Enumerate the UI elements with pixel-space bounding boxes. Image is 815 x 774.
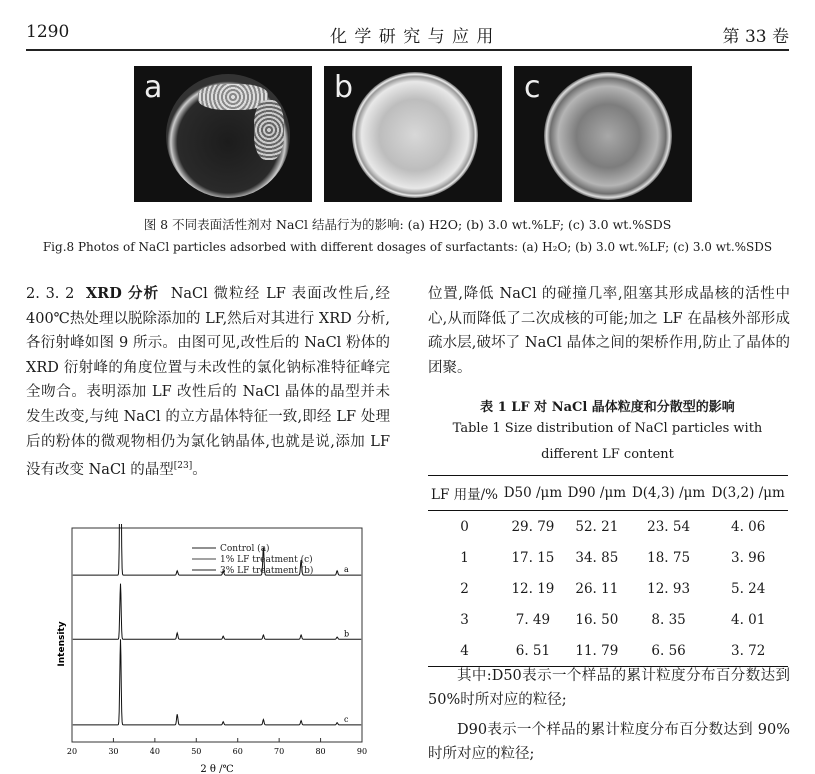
x-axis-label: 2 θ /℃ xyxy=(200,764,234,774)
series-label-b: b xyxy=(344,629,350,639)
x-tick-label: 30 xyxy=(108,747,119,756)
table1-title-en-1: Table 1 Size distribution of NaCl particles with xyxy=(452,421,763,436)
figure8-caption-cn: 图 8 不同表面活性剂对 NaCl 结晶行为的影响: (a) H2O; (b) 3.0 wt.%LF; (c) 3.0 wt.%SDS xyxy=(143,217,672,232)
table1-title-cn: 表 1 LF 对 NaCl 晶体粒度和分散型的影响 xyxy=(480,400,735,415)
x-tick-label: 90 xyxy=(356,747,368,756)
journal-title: 化 学 研 究 与 应 用 xyxy=(330,27,495,47)
legend-entry-a: Control (a) xyxy=(220,544,270,554)
x-tick-label: 70 xyxy=(274,747,285,756)
x-tick-label: 50 xyxy=(191,747,202,756)
panel-label-c: c xyxy=(524,70,541,105)
section-heading: XRD 分析 xyxy=(85,285,160,302)
header-rule xyxy=(26,49,789,51)
photo-panel-b xyxy=(324,66,502,202)
photo-panel-a xyxy=(134,66,312,202)
table-row: 4 6. 51 11. 79 6. 56 3. 72 xyxy=(428,635,788,667)
table-header-row xyxy=(428,476,788,511)
figure8-caption-en: Fig.8 Photos of NaCl particles adsorbed with different dosages of surfactants: (a) H₂O; (b) 3.0 wt.%LF; (c) 3.0 wt.%SDS xyxy=(42,240,773,254)
x-tick-label: 40 xyxy=(149,747,160,756)
table-row: 3 7. 49 16. 50 8. 35 4. 01 xyxy=(460,611,766,628)
volume-label: 第 33 卷 xyxy=(722,27,789,47)
series-line-b xyxy=(73,584,361,640)
right-column-text: 位置,降低 NaCl 的碰撞几率,阻塞其形成晶核的活性中心,从而降低了二次成核的可能;加之 LF 在晶核外部形成疏水层,破坏了 NaCl 晶体之间的架桥作用,防止了晶体的团聚。 xyxy=(428,286,790,376)
section-2-3-2: 2. 3. 2 XRD 分析 NaCl 微粒经 LF 表面改性后,经 400℃热处理以脱除添加的 LF,然后对其进行 XRD 分析,各衍射峰如图 9 所示。由图可见,改性后的 NaCl 粉体的 XRD 衍射峰的角度位置与未改性的氯化钠标准特征峰完全吻合。表明添加 LF 改性后的 NaCl 晶体的晶型并未发生改变,与纯 NaCl 的立方晶体特征一致,即经 LF 处理后的粉体的微观物相仍为氯化钠晶体,也就是说,添加 LF 没有改变 NaCl 的晶型[23]。 xyxy=(26,285,391,478)
legend-entry-c: 1% LF treatment (c) xyxy=(220,555,313,565)
col-header: D(3,2) /μm xyxy=(708,476,788,511)
table1-title-en-2: different LF content xyxy=(541,447,674,462)
series-line-a xyxy=(73,524,361,575)
page-number: 1290 xyxy=(26,22,70,42)
table-row: 2 12. 19 26. 11 12. 93 5. 24 xyxy=(460,580,766,597)
series-line-c xyxy=(73,639,361,725)
x-tick-label: 60 xyxy=(232,747,243,756)
xrd-chart xyxy=(56,524,376,774)
col-header: D(4,3) /μm xyxy=(629,476,709,511)
plot-frame xyxy=(72,528,362,742)
note-d50: 其中:D50表示一个样品的累计粒度分布百分数达到 50%时所对应的粒径; xyxy=(428,668,790,708)
panel-label-b: b xyxy=(334,70,354,105)
section-body: NaCl 微粒经 LF 表面改性后,经 400℃热处理以脱除添加的 LF,然后对其进行 XRD 分析,各衍射峰如图 9 所示。由图可见,改性后的 NaCl 粉体的 XRD 衍射峰的角度位置与未改性的氯化钠标准特征峰完全吻合。表明添加 LF 改性后的 NaCl 晶体的晶型并未发生改变,与纯 NaCl 的立方晶体特征一致,即经 LF 处理后的粉体的微观物相仍为氯化钠晶体,也就是说,添加 LF 没有改变 NaCl 的晶型 xyxy=(26,286,391,478)
legend-entry-b: 3% LF treatment (b) xyxy=(220,566,314,576)
photo-panel-c xyxy=(514,66,692,202)
col-header: D50 /μm xyxy=(501,476,565,511)
y-axis-label: Intensity xyxy=(57,621,67,667)
table1 xyxy=(428,475,788,667)
col-header: D90 /μm xyxy=(565,476,629,511)
table-row: 1 17. 15 34. 85 18. 75 3. 96 xyxy=(460,549,766,566)
x-tick-label: 20 xyxy=(66,747,78,756)
table-row: 0 29. 79 52. 21 23. 54 4. 06 xyxy=(460,518,766,535)
series-label-c: c xyxy=(344,714,349,724)
section-number: 2. 3. 2 xyxy=(26,286,75,302)
x-tick-label: 80 xyxy=(315,747,326,756)
legend xyxy=(192,543,313,576)
panel-label-a: a xyxy=(144,70,163,105)
note-d90: D90表示一个样品的累计粒度分布百分数达到 90%时所对应的粒径; xyxy=(428,722,790,762)
series-label-a: a xyxy=(344,565,349,575)
col-header: LF 用量/% xyxy=(428,476,501,511)
citation-ref: [23] xyxy=(173,461,193,472)
